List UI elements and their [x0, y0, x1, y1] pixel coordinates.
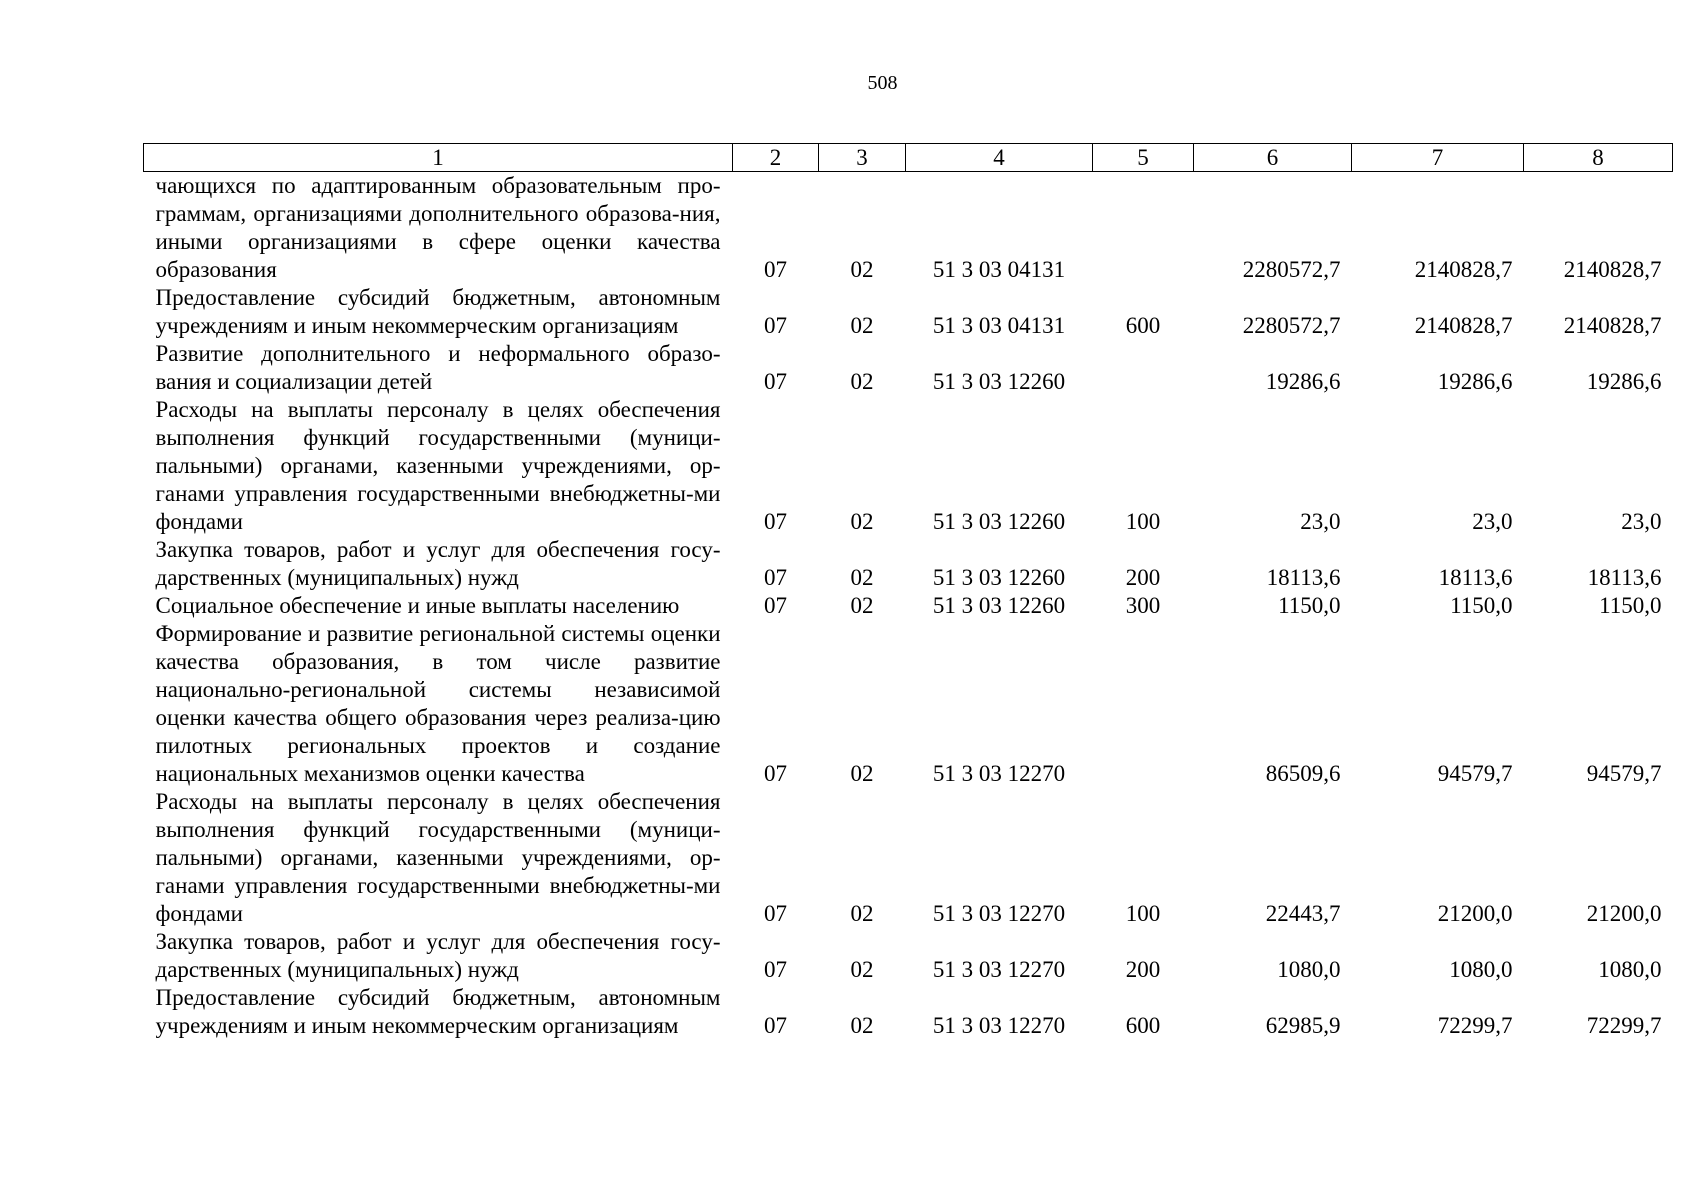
amount-col-7: 19286,6	[1437, 369, 1513, 394]
expense-type-code	[1093, 172, 1194, 285]
amount-col-8: 2140828,7	[1563, 313, 1662, 338]
item-name: Формирование и развитие региональной системы оценки качества образования, в том числе развитие национально-региональной системы независимой оценки качества общего образования через реализа-цию пилотных региональных проектов и создание национальных механизмов оценки качества	[155, 621, 721, 786]
subsection-code: 02	[850, 565, 874, 590]
table-row	[144, 788, 1673, 928]
subsection-code: 02	[850, 509, 874, 534]
subsection-code: 02	[850, 957, 874, 982]
expense-type-code: 200	[1125, 565, 1161, 590]
expense-type-code: 200	[1125, 957, 1161, 982]
section-code: 07	[764, 901, 787, 926]
amount-col-6: 1080,0	[1277, 957, 1341, 982]
expense-type-code: 300	[1125, 593, 1161, 618]
column-header-6: 6	[1194, 144, 1352, 172]
item-name: чающихся по адаптированным образовательным про-граммам, организациями дополнительного образова-ния, иными организациями в сфере оценки качества образования	[155, 173, 721, 282]
section-code: 07	[764, 257, 787, 282]
amount-col-6: 22443,7	[1265, 901, 1341, 926]
amount-col-6: 86509,6	[1265, 761, 1341, 786]
target-article-code: 51 3 03 12270	[932, 957, 1066, 982]
amount-col-7: 72299,7	[1437, 1013, 1513, 1038]
amount-col-7: 1150,0	[1450, 593, 1513, 618]
subsection-code: 02	[850, 761, 874, 786]
subsection-code: 02	[850, 593, 874, 618]
amount-col-8: 23,0	[1621, 509, 1662, 534]
amount-col-7: 18113,6	[1438, 565, 1513, 590]
item-name: Расходы на выплаты персоналу в целях обеспечения выполнения функций государственными (муници-пальными) органами, казенными учреждениями, ор-ганами управления государственными внебюджетны-ми фондами	[155, 397, 721, 534]
amount-col-6: 62985,9	[1265, 1013, 1341, 1038]
item-name: Закупка товаров, работ и услуг для обеспечения госу-дарственных (муниципальных) нужд	[155, 537, 721, 590]
expense-type-code: 100	[1125, 901, 1161, 926]
amount-col-8: 2140828,7	[1563, 257, 1662, 282]
amount-col-8: 72299,7	[1586, 1013, 1662, 1038]
amount-col-8: 1150,0	[1599, 593, 1662, 618]
section-code: 07	[764, 509, 787, 534]
table-row	[144, 620, 1673, 788]
page-number: 508	[867, 72, 898, 94]
section-code: 07	[764, 369, 787, 394]
subsection-code: 02	[850, 257, 874, 282]
target-article-code: 51 3 03 04131	[932, 257, 1066, 282]
column-header-4: 4	[906, 144, 1093, 172]
subsection-code: 02	[850, 369, 874, 394]
amount-col-7: 2140828,7	[1414, 313, 1513, 338]
section-code: 07	[764, 565, 787, 590]
amount-col-6: 1150,0	[1278, 593, 1341, 618]
table-row	[144, 284, 1673, 340]
amount-col-7: 94579,7	[1437, 761, 1513, 786]
item-name: Социальное обеспечение и иные выплаты населению	[155, 593, 680, 618]
column-header-2: 2	[733, 144, 819, 172]
column-header-3: 3	[819, 144, 906, 172]
item-name: Предоставление субсидий бюджетным, автономным учреждениям и иным некоммерческим организациям	[155, 985, 721, 1038]
amount-col-8: 19286,6	[1586, 369, 1662, 394]
table-row	[144, 928, 1673, 984]
target-article-code: 51 3 03 12260	[932, 593, 1066, 618]
item-name: Закупка товаров, работ и услуг для обеспечения госу-дарственных (муниципальных) нужд	[155, 929, 721, 982]
amount-col-7: 21200,0	[1437, 901, 1513, 926]
target-article-code: 51 3 03 12270	[932, 901, 1066, 926]
table-row	[144, 984, 1673, 1040]
item-name: Развитие дополнительного и неформального образо-вания и социализации детей	[155, 341, 721, 394]
amount-col-6: 2280572,7	[1242, 257, 1341, 282]
section-code: 07	[764, 593, 787, 618]
table-row	[144, 536, 1673, 592]
target-article-code: 51 3 03 12260	[932, 369, 1066, 394]
amount-col-6: 23,0	[1300, 509, 1341, 534]
section-code: 07	[764, 957, 787, 982]
expense-type-code: 600	[1125, 1013, 1161, 1038]
column-header-7: 7	[1352, 144, 1524, 172]
amount-col-7: 2140828,7	[1414, 257, 1513, 282]
target-article-code: 51 3 03 12270	[932, 1013, 1066, 1038]
amount-col-7: 23,0	[1472, 509, 1513, 534]
target-article-code: 51 3 03 12260	[932, 565, 1066, 590]
table-row	[144, 340, 1673, 396]
target-article-code: 51 3 03 12260	[932, 509, 1066, 534]
amount-col-8: 21200,0	[1586, 901, 1662, 926]
expense-type-code: 600	[1125, 313, 1161, 338]
target-article-code: 51 3 03 04131	[932, 313, 1066, 338]
table-row	[144, 396, 1673, 536]
table-row	[144, 592, 1673, 620]
expense-type-code	[1093, 620, 1194, 788]
column-header-1: 1	[144, 144, 733, 172]
column-header-5: 5	[1093, 144, 1194, 172]
amount-col-8: 1080,0	[1598, 957, 1662, 982]
amount-col-8: 18113,6	[1587, 565, 1662, 590]
amount-col-8: 94579,7	[1586, 761, 1662, 786]
section-code: 07	[764, 1013, 787, 1038]
amount-col-6: 2280572,7	[1242, 313, 1341, 338]
section-code: 07	[764, 761, 787, 786]
amount-col-6: 19286,6	[1265, 369, 1341, 394]
subsection-code: 02	[850, 313, 874, 338]
item-name: Расходы на выплаты персоналу в целях обеспечения выполнения функций государственными (муници-пальными) органами, казенными учреждениями, ор-ганами управления государственными внебюджетны-ми фондами	[155, 789, 721, 926]
table-row	[144, 172, 1673, 285]
amount-col-7: 1080,0	[1449, 957, 1513, 982]
column-header-8: 8	[1524, 144, 1673, 172]
subsection-code: 02	[850, 901, 874, 926]
target-article-code: 51 3 03 12270	[932, 761, 1066, 786]
expense-type-code: 100	[1125, 509, 1161, 534]
section-code: 07	[764, 313, 787, 338]
item-name: Предоставление субсидий бюджетным, автономным учреждениям и иным некоммерческим организациям	[155, 285, 721, 338]
column-number-header-row	[144, 144, 1673, 172]
budget-table	[143, 143, 1673, 1040]
amount-col-6: 18113,6	[1266, 565, 1341, 590]
expense-type-code	[1093, 340, 1194, 396]
subsection-code: 02	[850, 1013, 874, 1038]
